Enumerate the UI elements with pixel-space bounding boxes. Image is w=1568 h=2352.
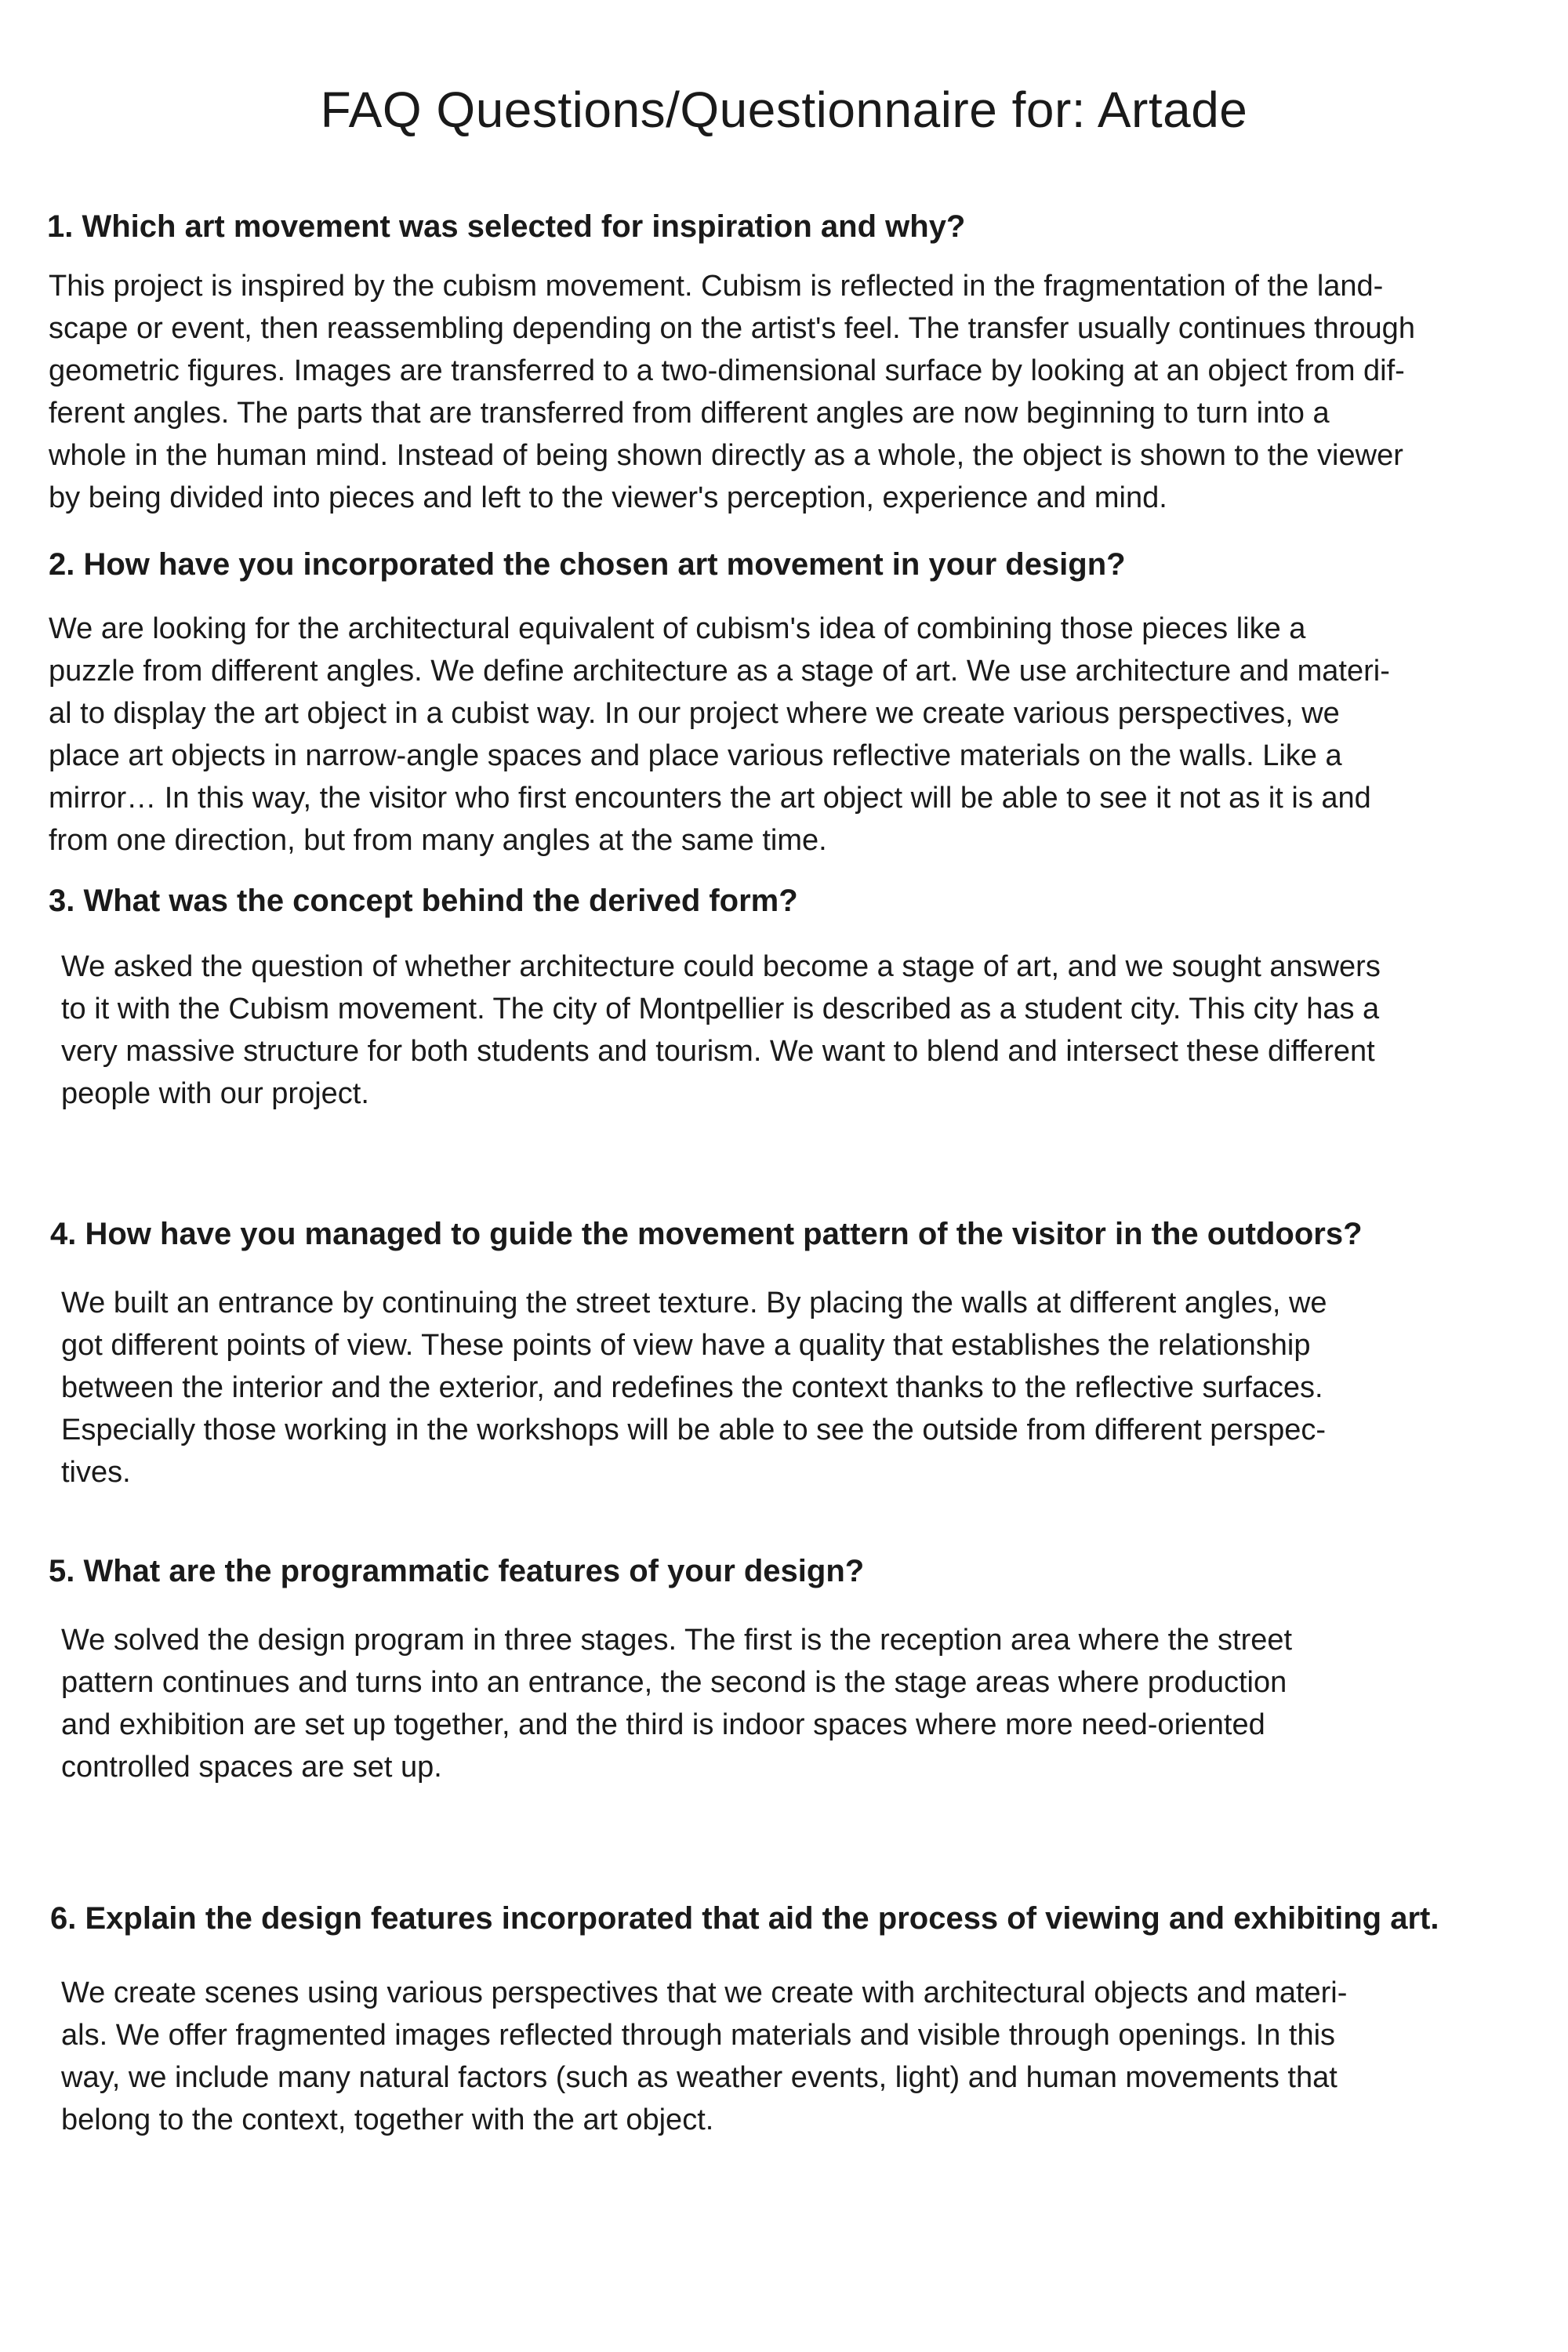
faq-answer-line: by being divided into pieces and left to the viewer's perception, experience and mind. (49, 481, 1167, 514)
faq-answer-line: mirror… In this way, the visitor who first encounters the art object will be able to see it not as it is and (49, 782, 1371, 815)
faq-answer-line: to it with the Cubism movement. The city of Montpellier is described as a student city. This city has a (61, 993, 1380, 1025)
faq-answer-4 (61, 1282, 1327, 1494)
faq-answer-line: We are looking for the architectural equivalent of cubism's idea of combining those pieces like a (49, 612, 1306, 645)
faq-answer-2 (49, 608, 1390, 862)
faq-answer-line: al to display the art object in a cubist way. In our project where we create various perspectives, we (49, 697, 1340, 730)
page-title: FAQ Questions/Questionnaire for: Artade (320, 82, 1248, 138)
faq-answer-line: very massive structure for both students and tourism. We want to blend and intersect these different (61, 1035, 1375, 1068)
faq-answer-line: We built an entrance by continuing the street texture. By placing the walls at different angles, we (61, 1287, 1327, 1319)
faq-answer-line: place art objects in narrow-angle spaces and place various reflective materials on the walls. Like a (49, 739, 1342, 772)
faq-answer-line: geometric figures. Images are transferred to a two-dimensional surface by looking at an object from dif- (49, 354, 1405, 387)
faq-question-6: 6. Explain the design features incorporated that aid the process of viewing and exhibiting art. (50, 1901, 1439, 1936)
faq-question-4: 4. How have you managed to guide the movement pattern of the visitor in the outdoors? (50, 1217, 1363, 1251)
faq-question-5: 5. What are the programmatic features of your design? (49, 1554, 865, 1588)
faq-answer-line: als. We offer fragmented images reflected through materials and visible through openings. In this (61, 2019, 1336, 2052)
faq-answer-line: people with our project. (61, 1077, 369, 1110)
faq-answer-line: controlled spaces are set up. (61, 1751, 442, 1784)
faq-answer-line: way, we include many natural factors (such as weather events, light) and human movements that (61, 2061, 1338, 2094)
faq-answer-line: got different points of view. These points of view have a quality that establishes the relationship (61, 1329, 1311, 1362)
faq-answer-line: tives. (61, 1456, 131, 1489)
faq-answer-line: ferent angles. The parts that are transferred from different angles are now beginning to turn into a (49, 397, 1330, 430)
faq-answer-6 (61, 1972, 1347, 2141)
faq-answer-line: between the interior and the exterior, and redefines the context thanks to the reflective surfaces. (61, 1371, 1323, 1404)
faq-answer-line: puzzle from different angles. We define architecture as a stage of art. We use architecture and materi- (49, 655, 1390, 688)
faq-answer-3 (61, 946, 1381, 1115)
faq-answer-line: pattern continues and turns into an entrance, the second is the stage areas where production (61, 1666, 1287, 1699)
faq-answer-line: This project is inspired by the cubism movement. Cubism is reflected in the fragmentation of the land- (49, 270, 1384, 303)
faq-answer-line: Especially those working in the workshops will be able to see the outside from different perspec- (61, 1414, 1327, 1446)
faq-answer-1 (49, 265, 1415, 519)
faq-answer-line: We create scenes using various perspectives that we create with architectural objects and materi- (61, 1976, 1348, 2009)
faq-answer-line: whole in the human mind. Instead of being shown directly as a whole, the object is shown to the viewer (49, 439, 1403, 472)
faq-answer-line: and exhibition are set up together, and the third is indoor spaces where more need-oriented (61, 1708, 1265, 1741)
faq-answer-line: We asked the question of whether architecture could become a stage of art, and we sought answers (61, 950, 1381, 983)
faq-answer-line: We solved the design program in three stages. The first is the reception area where the street (61, 1624, 1293, 1657)
faq-answer-line: scape or event, then reassembling depending on the artist's feel. The transfer usually continues through (49, 312, 1415, 345)
faq-question-2: 2. How have you incorporated the chosen art movement in your design? (49, 547, 1126, 582)
faq-answer-line: belong to the context, together with the art object. (61, 2103, 714, 2136)
faq-answer-line: from one direction, but from many angles at the same time. (49, 824, 827, 857)
faq-question-3: 3. What was the concept behind the derived form? (49, 884, 798, 918)
faq-question-1: 1. Which art movement was selected for inspiration and why? (47, 209, 966, 244)
faq-answer-5 (61, 1619, 1292, 1788)
